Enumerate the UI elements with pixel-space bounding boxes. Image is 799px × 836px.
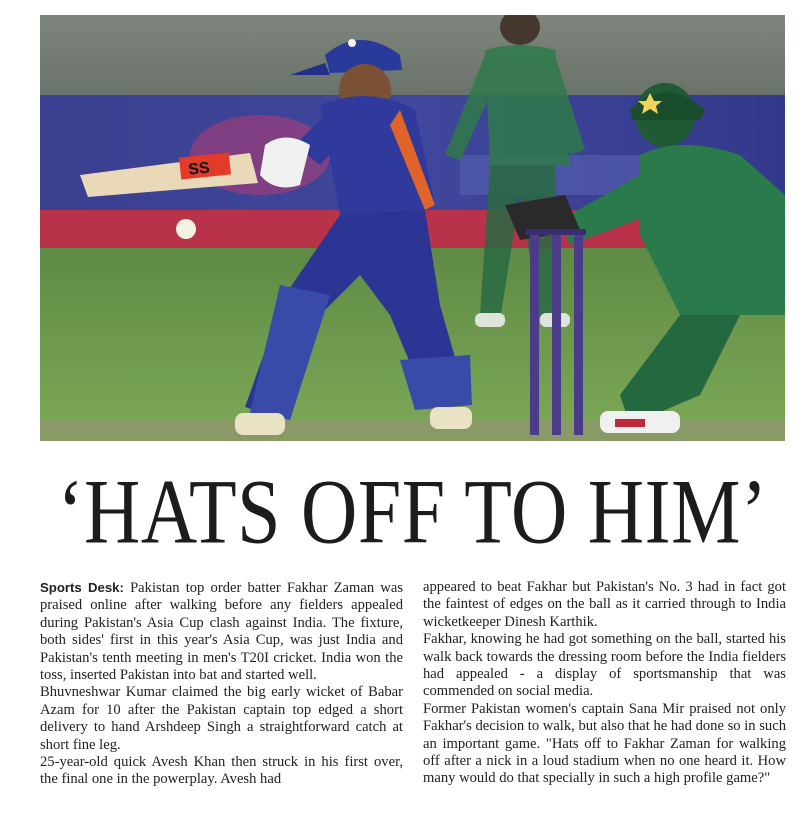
article-paragraph <box>40 579 403 684</box>
paragraph-text: Pakistan top order batter Fakhar Zaman was praised online after walking before any fielders appealed during Pakistan's Asia Cup clash against India. The fixture, both sides' first in this year's Asia Cup, was just India and Pakistan's tenth meeting in men's T20I cricket. India won the toss, inserted Pakistan into bat and started well. <box>40 580 403 684</box>
article-paragraph: Bhuvneshwar Kumar claimed the big early wicket of Babar Azam for 10 after the Pakistan captain top edged a short delivery to hand Arshdeep Singh a straightforward catch at short fine leg. <box>40 684 403 753</box>
stadium-stand <box>40 15 785 95</box>
article-paragraph: appeared to beat Fakhar but Pakistan's No. 3 had in fact got the faintest of edges on the ball as it carried through to India wicketkeeper Dinesh Karthik. <box>423 579 786 630</box>
stumps <box>526 229 586 435</box>
article-body <box>40 579 786 829</box>
article-paragraph: Fakhar, knowing he had got something on the ball, started his walk back towards the dressing room before the India fielders had appealed - a display of sportsmanship that was commended on social media. <box>423 631 786 700</box>
cricket-ball <box>176 219 196 239</box>
article-paragraph: Former Pakistan women's captain Sana Mir praised not only Fakhar's decision to walk, but also that he had done so in such an important game. "Hats off to Fakhar Zaman for walking off after a nick in a loud stadium when no one heard it. How many would do that specially in such a high profile game?" <box>423 700 786 787</box>
dateline: Sports Desk: <box>40 580 124 595</box>
article-column-left <box>40 579 403 829</box>
article-paragraph: 25-year-old quick Avesh Khan then struck in his first over, the final one in the powerplay. Avesh had <box>40 754 403 788</box>
svg-text:SS: SS <box>187 159 211 179</box>
cricket-photo <box>40 15 785 441</box>
headline: ‘HATS OFF TO HIM’ <box>57 460 768 563</box>
article-column-right <box>423 579 786 829</box>
cricket-photo-illustration <box>40 15 785 441</box>
